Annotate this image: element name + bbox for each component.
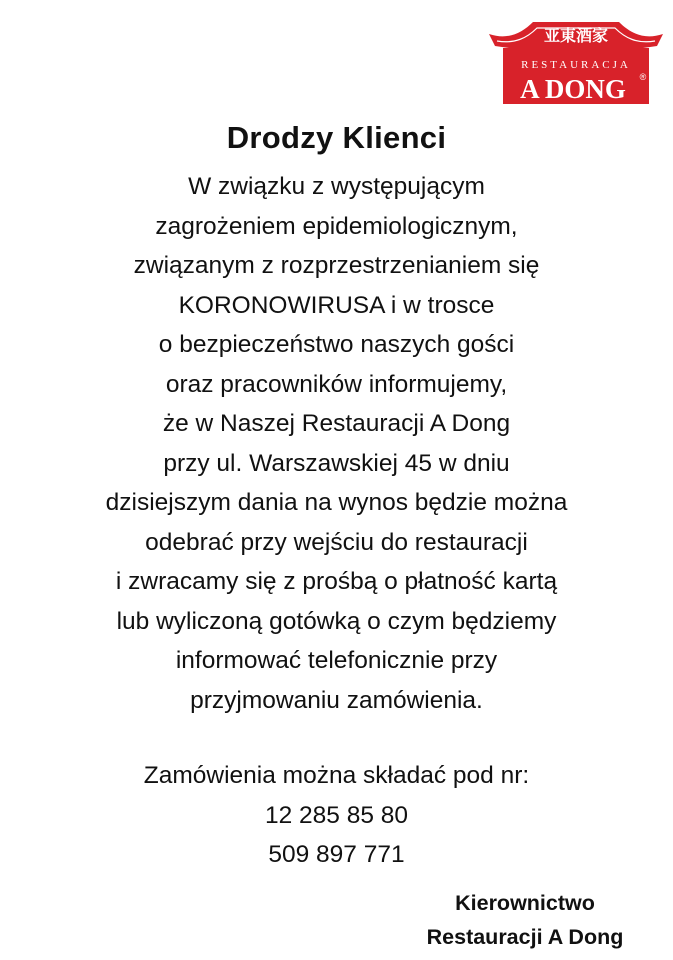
logo-registered-mark: ® [639, 72, 647, 82]
notice-body-line: oraz pracowników informujemy, [165, 370, 508, 398]
notice-heading: Drodzy Klienci [226, 120, 447, 155]
phone-number: 12 285 85 80 [264, 801, 409, 829]
notice-body-line: odebrać przy wejściu do restauracji [145, 528, 528, 556]
signature [380, 886, 670, 954]
phone-number: 509 897 771 [268, 841, 405, 868]
restaurant-logo [487, 10, 665, 106]
orders-label: Zamówienia można składać pod nr: [143, 762, 530, 789]
logo-chinese-text: 亚東酒家 [543, 26, 609, 45]
orders-section [0, 756, 673, 875]
notice-body-line: zagrożeniem epidemiologicznym, [155, 212, 518, 240]
notice-body-line: związanym z rozprzestrzenianiem się [133, 252, 540, 279]
notice-body-line: informować telefonicznie przy [175, 647, 498, 674]
logo-name: A DONG [520, 74, 626, 104]
signature-line-2: Restauracji A Dong [426, 925, 624, 949]
notice-body [0, 167, 673, 720]
notice-body-line: przyjmowaniu zamówienia. [190, 686, 483, 714]
notice-body-line: dzisiejszym dania na wynos będzie można [105, 489, 568, 516]
notice-body-line: o bezpieczeństwo naszych gości [158, 331, 515, 358]
notice-body-line: i zwracamy się z prośbą o płatność kartą [115, 568, 558, 595]
notice-body-line: że w Naszej Restauracji A Dong [162, 410, 511, 437]
pagoda-logo-graphic [487, 10, 665, 106]
notice-body-line: KORONOWIRUSA i w trosce [178, 291, 495, 319]
notice-body-line: przy ul. Warszawskiej 45 w dniu [163, 449, 510, 477]
notice-body-line: lub wyliczoną gotówką o czym będziemy [116, 607, 557, 635]
signature-line-1: Kierownictwo [455, 891, 595, 915]
logo-subtitle: RESTAURACJA [521, 59, 631, 71]
notice-body-line: W związku z występującym [188, 173, 485, 200]
